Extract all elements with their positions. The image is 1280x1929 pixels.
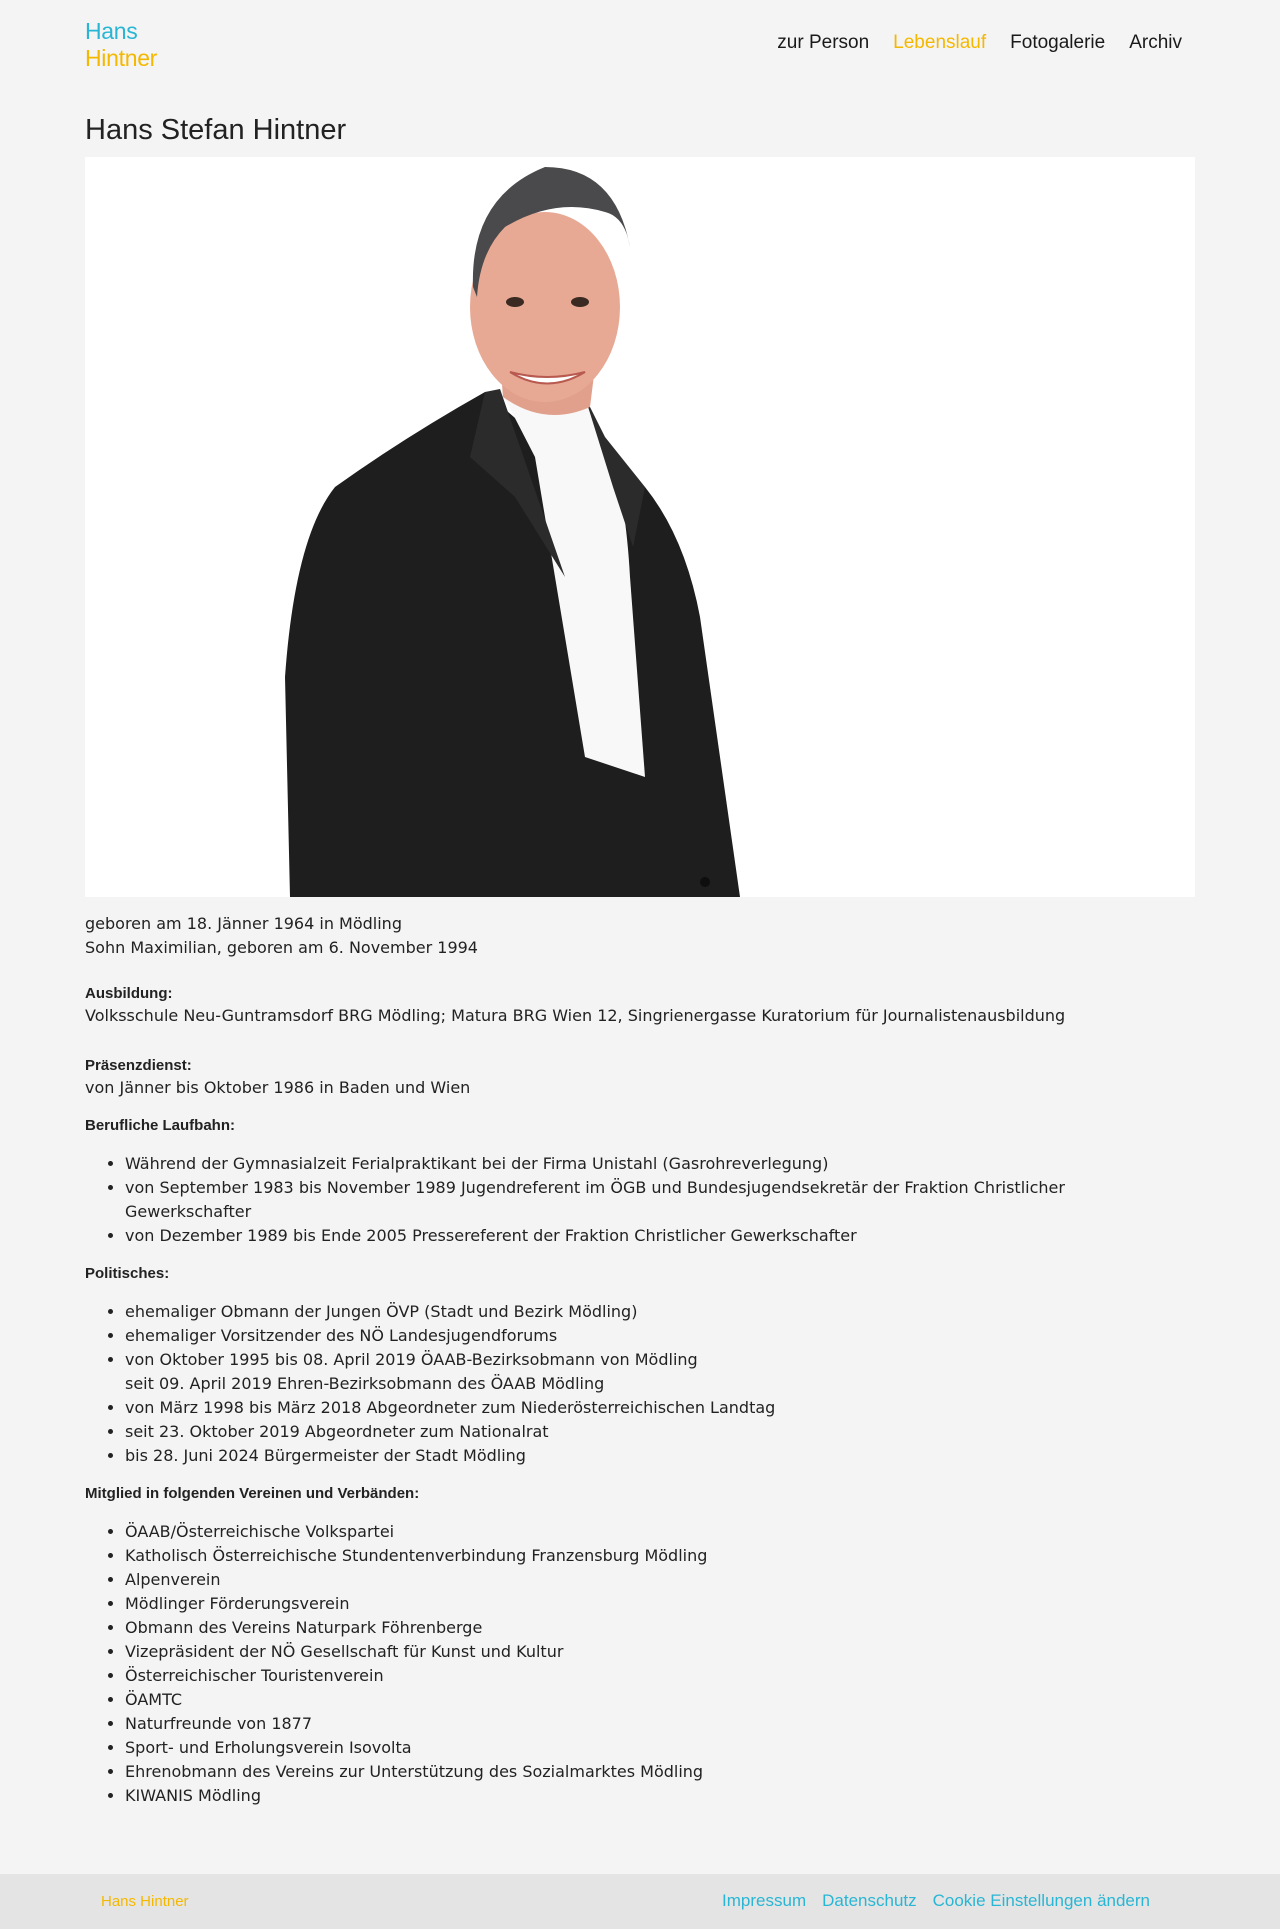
footer-link-impressum[interactable]: Impressum: [722, 1891, 807, 1910]
list-item: • Österreichischer Touristenverein: [125, 1664, 1195, 1688]
list-item: • Obmann des Vereins Naturpark Föhrenberge: [125, 1616, 1195, 1640]
page-title: Hans Stefan Hintner: [85, 114, 347, 146]
ausbildung-text: Volksschule Neu-Guntramsdorf BRG Mödling; Matura BRG Wien 12, Singrienergasse Kuratorium für Journalistenausbildung: [85, 1006, 1066, 1025]
footer-link-cookie-settings[interactable]: Cookie Einstellungen ändern: [932, 1891, 1150, 1910]
portrait-illustration: [85, 157, 1195, 897]
nav-item-archiv[interactable]: Archiv: [1129, 32, 1182, 53]
list-item: • von September 1983 bis November 1989 Jugendreferent im ÖGB und Bundesjugendsekretär der Fraktion Christlicher Gewerkschafter: [125, 1176, 1195, 1224]
list-item: • Ehrenobmann des Vereins zur Unterstützung des Sozialmarktes Mödling: [125, 1760, 1195, 1784]
footer-brand[interactable]: Hans Hintner: [101, 1893, 189, 1910]
nav-item-fotogalerie[interactable]: Fotogalerie: [1010, 32, 1106, 53]
list-item: [125, 1348, 1195, 1396]
logo-line-1: Hans: [85, 18, 138, 44]
list-item: • ÖAAB/Österreichische Volkspartei: [125, 1520, 1195, 1544]
list-item: • von März 1998 bis März 2018 Abgeordneter zum Niederösterreichischen Landtag: [125, 1396, 1195, 1420]
list-item: • Naturfreunde von 1877: [125, 1712, 1195, 1736]
praesenzdienst-text: von Jänner bis Oktober 1986 in Baden und Wien: [85, 1078, 471, 1097]
list-item: • Mödlinger Förderungsverein: [125, 1592, 1195, 1616]
nav-item-zur-person[interactable]: zur Person: [777, 32, 870, 53]
section-heading-politisches: Politisches:: [85, 1265, 170, 1282]
footer-links: [722, 1891, 1150, 1911]
main-nav: [777, 32, 1182, 54]
list-item: • bis 28. Juni 2024 Bürgermeister der Stadt Mödling: [125, 1444, 1195, 1468]
list-item-line: von Oktober 1995 bis 08. April 2019 ÖAAB-Bezirksobmann von Mödling: [125, 1350, 698, 1369]
site-header: [85, 18, 1195, 78]
list-item: • ehemaliger Obmann der Jungen ÖVP (Stadt und Bezirk Mödling): [125, 1300, 1195, 1324]
list-item: • von Dezember 1989 bis Ende 2005 Pressereferent der Fraktion Christlicher Gewerkschafter: [125, 1224, 1195, 1248]
mitglied-list: [85, 1520, 1195, 1808]
nav-item-lebenslauf[interactable]: Lebenslauf: [893, 32, 987, 53]
list-item: • seit 23. Oktober 2019 Abgeordneter zum Nationalrat: [125, 1420, 1195, 1444]
list-item: • Während der Gymnasialzeit Ferialpraktikant bei der Firma Unistahl (Gasrohreverlegung): [125, 1152, 1195, 1176]
footer-link-datenschutz[interactable]: Datenschutz: [822, 1891, 917, 1910]
list-item: • ÖAMTC: [125, 1688, 1195, 1712]
list-item: • KIWANIS Mödling: [125, 1784, 1195, 1808]
list-item: • ehemaliger Vorsitzender des NÖ Landesjugendforums: [125, 1324, 1195, 1348]
portrait-photo: [85, 157, 1195, 897]
section-heading-laufbahn: Berufliche Laufbahn:: [85, 1117, 236, 1134]
list-item: • Vizepräsident der NÖ Gesellschaft für Kunst und Kultur: [125, 1640, 1195, 1664]
list-item-line: seit 09. April 2019 Ehren-Bezirksobmann des ÖAAB Mödling: [125, 1374, 605, 1393]
section-heading-mitglied: Mitglied in folgenden Vereinen und Verbänden:: [85, 1485, 420, 1502]
list-item: • Sport- und Erholungsverein Isovolta: [125, 1736, 1195, 1760]
list-item: • Alpenverein: [125, 1568, 1195, 1592]
site-footer: [0, 1874, 1280, 1929]
logo-line-2: Hintner: [85, 45, 158, 71]
section-heading-ausbildung: Ausbildung:: [85, 985, 173, 1002]
cv-content: [85, 912, 1195, 1808]
laufbahn-list: [85, 1152, 1195, 1248]
birth-info: geboren am 18. Jänner 1964 in Mödling: [85, 914, 402, 933]
site-logo[interactable]: [85, 18, 157, 72]
section-heading-praesenzdienst: Präsenzdienst:: [85, 1057, 192, 1074]
son-info: Sohn Maximilian, geboren am 6. November 1994: [85, 938, 478, 957]
politisches-list: [85, 1300, 1195, 1468]
list-item: • Katholisch Österreichische Stundentenverbindung Franzensburg Mödling: [125, 1544, 1195, 1568]
